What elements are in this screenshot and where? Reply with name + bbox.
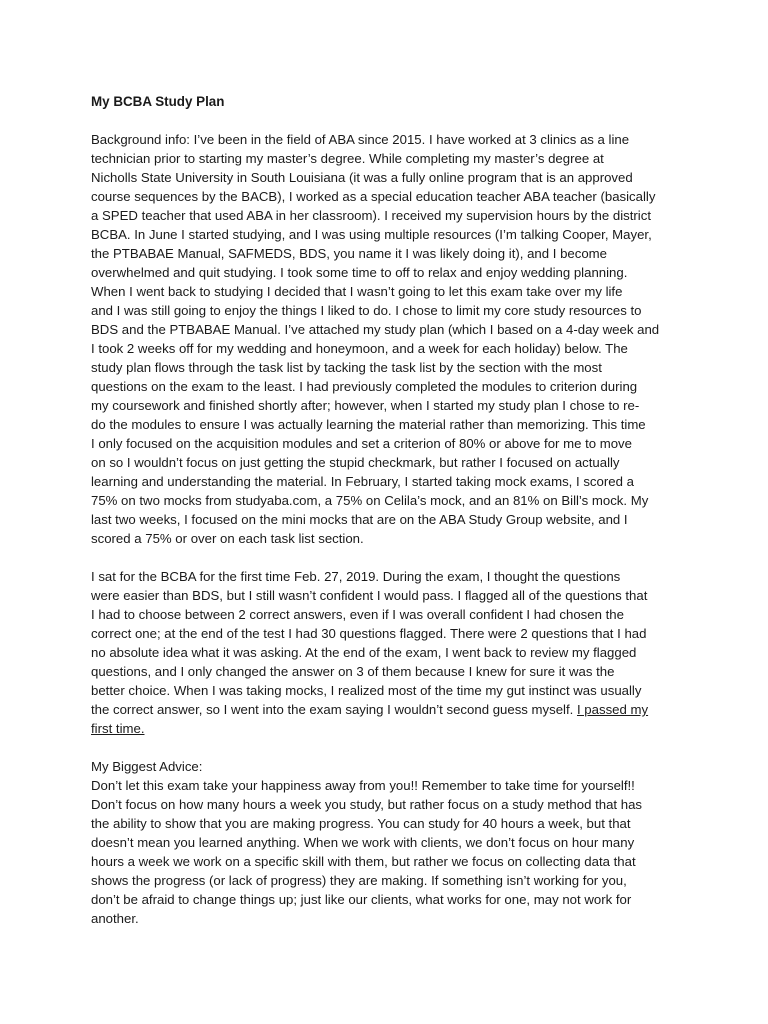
paragraph-line: overwhelmed and quit studying. I took some time to off to relax and enjoy wedding planning. — [91, 265, 628, 280]
paragraph-spacer — [91, 738, 691, 757]
paragraph-line: BDS and the PTBABAE Manual. I’ve attached my study plan (which I based on a 4-day week and — [91, 322, 660, 337]
paragraph-line: When I went back to studying I decided that I wasn’t going to let this exam take over my life — [91, 284, 623, 299]
paragraph-line: Background info: I’ve been in the field of ABA since 2015. I have worked at 3 clinics as a line — [91, 132, 630, 147]
paragraph-line: study plan flows through the task list by tacking the task list by the section with the most — [91, 360, 602, 375]
paragraph-line: course sequences by the BACB), I worked as a special education teacher ABA teacher (basically — [91, 189, 656, 204]
advice-heading: My Biggest Advice: — [91, 759, 203, 774]
paragraph-line: my coursework and finished shortly after; however, when I started my study plan I chose to re- — [91, 398, 640, 413]
paragraph-line: no absolute idea what it was asking. At the end of the exam, I went back to review my flagged — [91, 645, 637, 660]
paragraph-line: do the modules to ensure I was actually learning the material rather than memorizing. This time — [91, 417, 646, 432]
paragraph-line — [91, 719, 691, 738]
paragraph-line: questions on the exam to the least. I had previously completed the modules to criterion during — [91, 379, 638, 394]
paragraph-line: I only focused on the acquisition modules and set a criterion of 80% or above for me to move — [91, 436, 632, 451]
paragraph-line: the PTBABAE Manual, SAFMEDS, BDS, you name it I was likely doing it), and I become — [91, 246, 607, 261]
document-page — [91, 92, 691, 928]
paragraph-line: Nicholls State University in South Louisiana (it was a fully online program that is an approved — [91, 170, 633, 185]
paragraph-line: hours a week we work on a specific skill with them, but rather we focus on collecting data that — [91, 854, 636, 869]
paragraph-line: I had to choose between 2 correct answers, even if I was overall confident I had chosen the — [91, 607, 624, 622]
paragraph-line: better choice. When I was taking mocks, I realized most of the time my gut instinct was usually — [91, 683, 642, 698]
line-text: the correct answer, so I went into the exam saying I wouldn’t second guess myself. — [91, 702, 577, 717]
paragraph-line: were easier than BDS, but I still wasn’t confident I would pass. I flagged all of the questions that — [91, 588, 648, 603]
paragraph-spacer — [91, 548, 691, 567]
exam-paragraph — [91, 567, 691, 738]
paragraph-line: 75% on two mocks from studyaba.com, a 75% on Celila’s mock, and an 81% on Bill’s mock. My — [91, 493, 649, 508]
background-paragraph — [91, 130, 691, 548]
paragraph-line: and I was still going to enjoy the things I liked to do. I chose to limit my core study resources to — [91, 303, 642, 318]
advice-section — [91, 757, 691, 928]
paragraph-line: questions, and I only changed the answer on 3 of them because I knew for sure it was the — [91, 664, 615, 679]
paragraph-line: learning and understanding the material. In February, I started taking mock exams, I scored a — [91, 474, 634, 489]
paragraph-line: don’t be afraid to change things up; just like our clients, what works for one, may not work for — [91, 892, 632, 907]
paragraph-line: correct one; at the end of the test I had 30 questions flagged. There were 2 questions that I had — [91, 626, 647, 641]
paragraph-line: I took 2 weeks off for my wedding and honeymoon, and a week for each holiday) below. The — [91, 341, 628, 356]
passed-underlined-text: first time. — [91, 721, 145, 736]
paragraph-line: BCBA. In June I started studying, and I was using multiple resources (I’m talking Cooper, Mayer, — [91, 227, 652, 242]
paragraph-line: Don’t let this exam take your happiness away from you!! Remember to take time for yourself!! — [91, 778, 635, 793]
paragraph-line: another. — [91, 911, 139, 926]
paragraph-line: a SPED teacher that used ABA in her classroom). I received my supervision hours by the district — [91, 208, 651, 223]
paragraph-line: scored a 75% or over on each task list section. — [91, 531, 364, 546]
paragraph-line: doesn’t mean you learned anything. When we work with clients, we don’t focus on hour many — [91, 835, 635, 850]
paragraph-line: last two weeks, I focused on the mini mocks that are on the ABA Study Group website, and I — [91, 512, 628, 527]
paragraph-line — [91, 700, 691, 719]
paragraph-line: technician prior to starting my master’s degree. While completing my master’s degree at — [91, 151, 604, 166]
paragraph-line: the ability to show that you are making progress. You can study for 40 hours a week, but that — [91, 816, 631, 831]
paragraph-line: on so I wouldn’t focus on just getting the stupid checkmark, but rather I focused on actually — [91, 455, 620, 470]
passed-underlined-text: I passed my — [576, 702, 649, 717]
paragraph-line: Don’t focus on how many hours a week you study, but rather focus on a study method that has — [91, 797, 643, 812]
document-title: My BCBA Study Plan — [91, 94, 225, 109]
paragraph-line: I sat for the BCBA for the first time Feb. 27, 2019. During the exam, I thought the questions — [91, 569, 621, 584]
paragraph-line: shows the progress (or lack of progress) they are making. If something isn’t working for you, — [91, 873, 627, 888]
